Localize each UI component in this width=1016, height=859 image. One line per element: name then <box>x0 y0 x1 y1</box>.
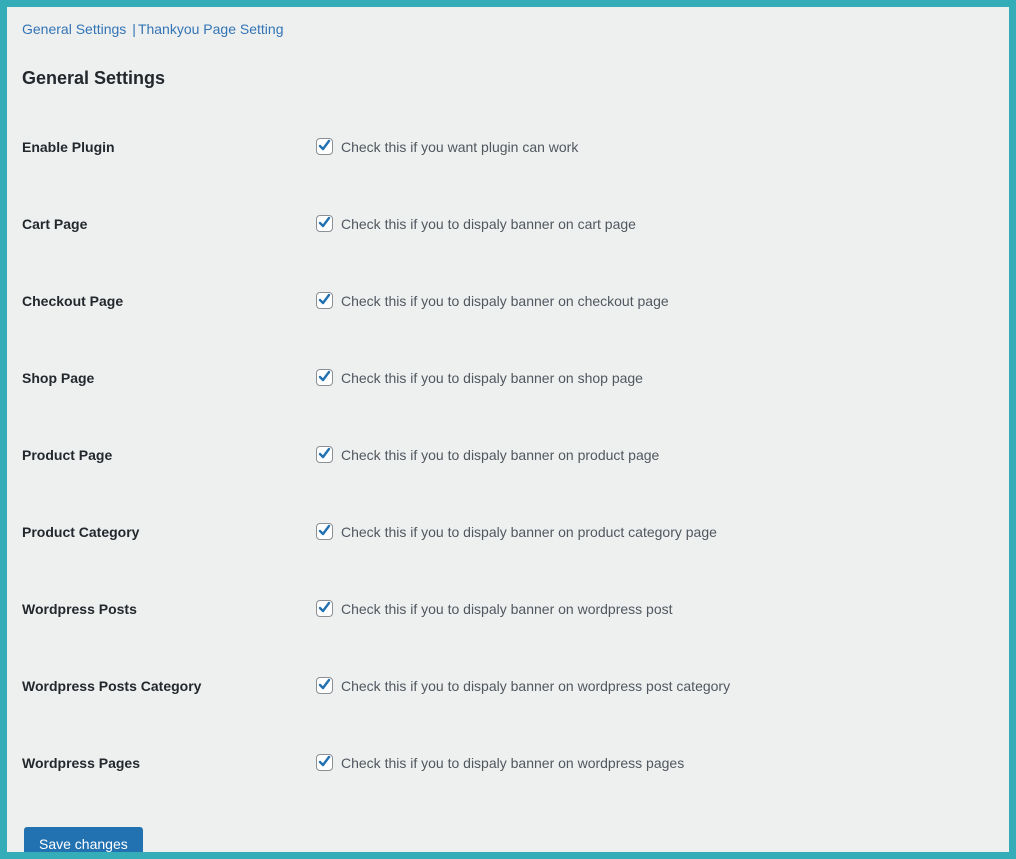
checkmark-icon <box>318 447 331 460</box>
setting-control <box>316 446 659 465</box>
setting-label: Wordpress Posts Category <box>22 678 202 694</box>
checkbox[interactable] <box>316 446 333 463</box>
setting-control <box>316 292 669 311</box>
checkmark-icon <box>318 755 331 768</box>
settings-row <box>22 446 994 465</box>
checkbox[interactable] <box>316 600 333 617</box>
setting-control <box>316 369 643 388</box>
checkmark-icon <box>318 370 331 383</box>
setting-label: Checkout Page <box>22 293 124 309</box>
settings-row <box>22 215 994 234</box>
setting-label: Enable Plugin <box>22 139 115 155</box>
checkbox[interactable] <box>316 754 333 771</box>
setting-label: Shop Page <box>22 370 95 386</box>
checkmark-icon <box>318 139 331 152</box>
checkbox-description: Check this if you to dispaly banner on wordpress pages <box>341 755 685 771</box>
setting-label: Product Page <box>22 447 113 463</box>
tab-thankyou-page-setting[interactable]: Thankyou Page Setting <box>137 21 284 37</box>
checkbox[interactable] <box>316 677 333 694</box>
checkmark-icon <box>318 293 331 306</box>
page-title: General Settings <box>22 68 166 88</box>
checkbox-description: Check this if you to dispaly banner on product category page <box>341 524 717 540</box>
setting-label: Wordpress Posts <box>22 601 137 617</box>
save-changes-button[interactable]: Save changes <box>24 827 143 859</box>
settings-row <box>22 369 994 388</box>
checkbox-description: Check this if you to dispaly banner on product page <box>341 447 660 463</box>
tab-separator: | <box>132 21 136 37</box>
checkmark-icon <box>318 601 331 614</box>
setting-label: Wordpress Pages <box>22 755 141 771</box>
setting-control <box>316 523 717 542</box>
checkbox[interactable] <box>316 215 333 232</box>
checkmark-icon <box>318 678 331 691</box>
settings-row <box>22 677 994 696</box>
setting-control <box>316 677 730 696</box>
checkbox-description: Check this if you to dispaly banner on cart page <box>341 216 636 232</box>
checkbox-description: Check this if you to dispaly banner on wordpress post category <box>341 678 731 694</box>
checkbox[interactable] <box>316 292 333 309</box>
tab-general-settings[interactable]: General Settings <box>22 21 127 37</box>
checkbox-description: Check this if you want plugin can work <box>341 139 579 155</box>
settings-row <box>22 754 994 773</box>
checkmark-icon <box>318 216 331 229</box>
setting-label: Product Category <box>22 524 140 540</box>
checkbox-description: Check this if you to dispaly banner on checkout page <box>341 293 669 309</box>
settings-row <box>22 292 994 311</box>
checkbox-description: Check this if you to dispaly banner on wordpress post <box>341 601 673 617</box>
checkbox[interactable] <box>316 138 333 155</box>
checkmark-icon <box>318 524 331 537</box>
checkbox[interactable] <box>316 369 333 386</box>
checkbox-description: Check this if you to dispaly banner on shop page <box>341 370 643 386</box>
settings-row <box>22 600 994 619</box>
setting-control <box>316 215 636 234</box>
setting-control <box>316 600 673 619</box>
checkbox[interactable] <box>316 523 333 540</box>
setting-label: Cart Page <box>22 216 88 232</box>
setting-control <box>316 138 578 157</box>
settings-form <box>22 138 994 773</box>
setting-control <box>316 754 684 773</box>
settings-tabs <box>22 20 994 39</box>
settings-row <box>22 523 994 542</box>
settings-row <box>22 138 994 157</box>
